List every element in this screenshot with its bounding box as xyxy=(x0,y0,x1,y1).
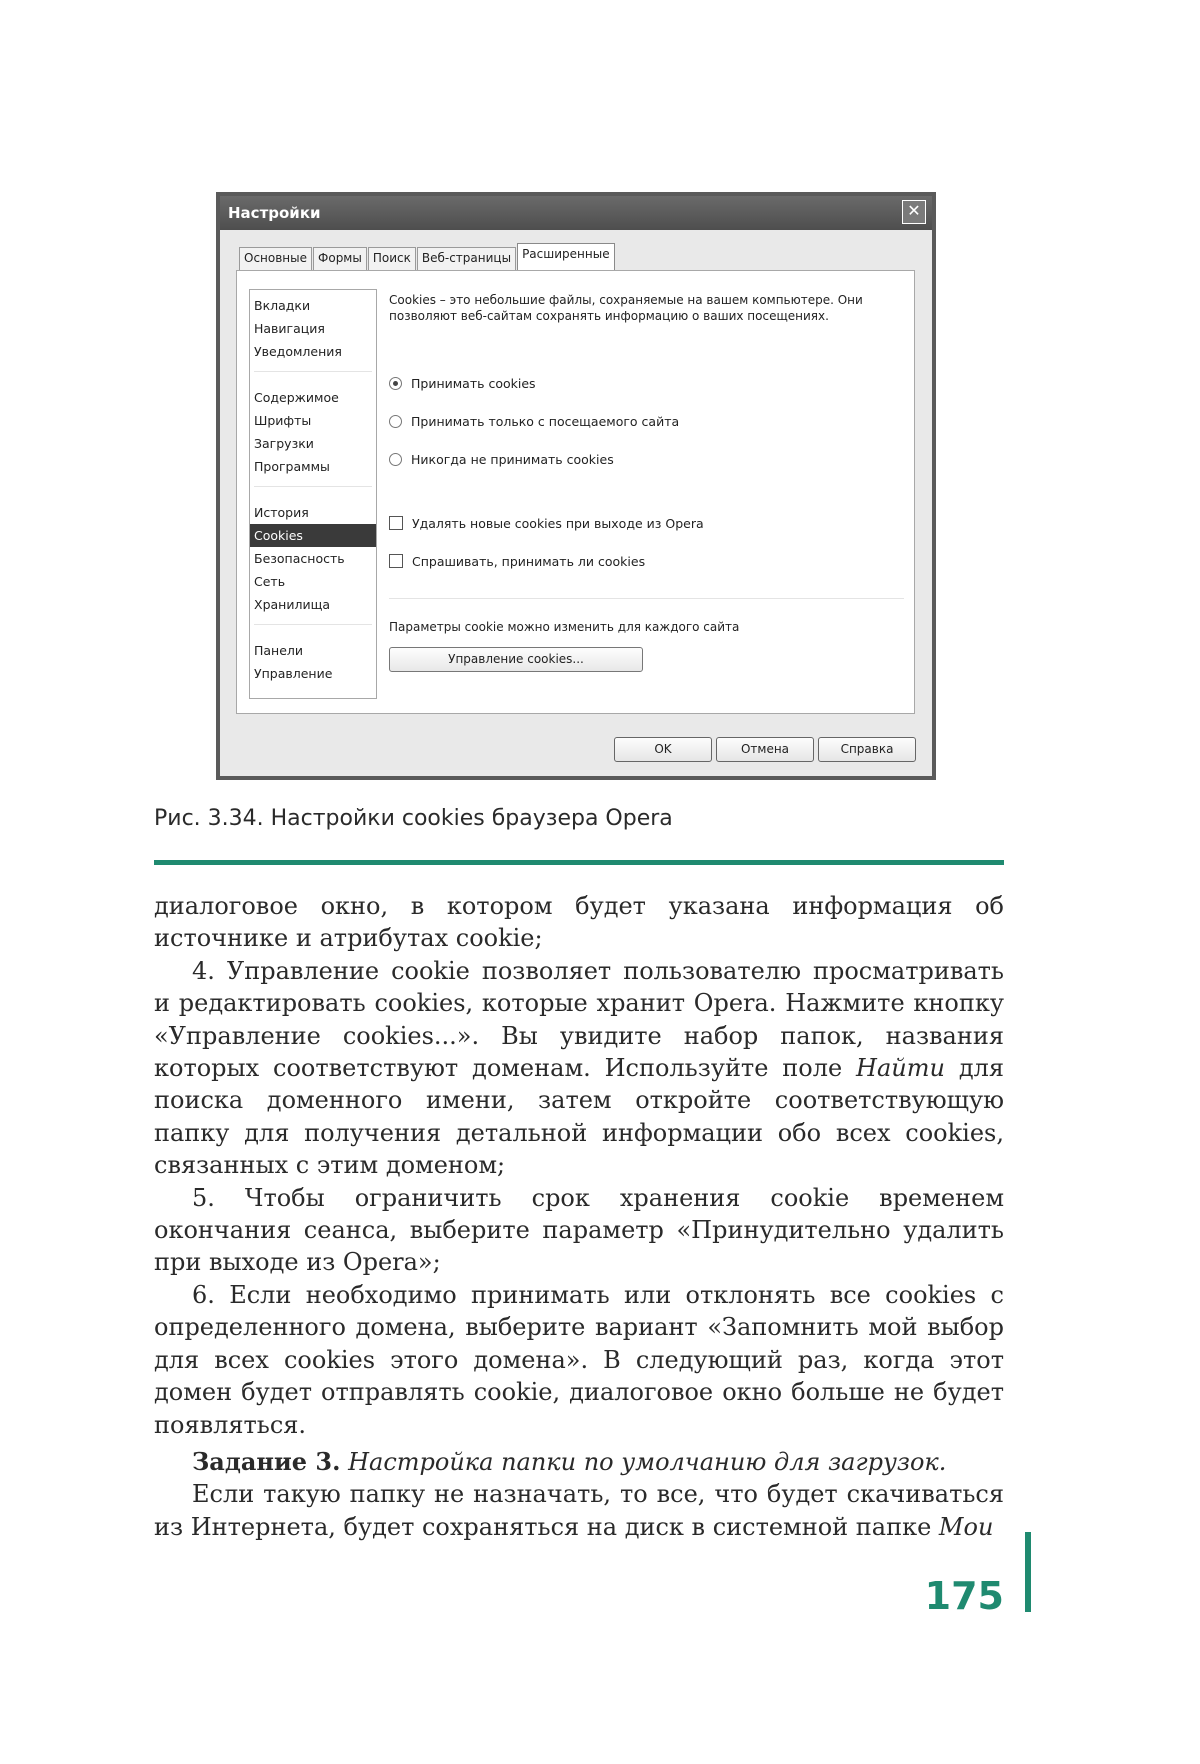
paragraph xyxy=(154,955,1004,1182)
nav-item-content[interactable]: Содержимое xyxy=(254,390,339,405)
tab-basic[interactable]: Основные xyxy=(239,247,312,270)
per-site-note: Параметры cookie можно изменить для каждого сайта xyxy=(389,620,740,634)
nav-item-management[interactable]: Управление xyxy=(254,666,333,681)
task-paragraph xyxy=(154,1478,1004,1543)
ok-button[interactable]: OK xyxy=(614,737,712,762)
cookies-description: Cookies – это небольшие файлы, сохраняемые на вашем компьютере. Они позволяют веб-сайтам сохранять информацию о ваших посещениях. xyxy=(389,293,863,323)
delete-new-cookies-option[interactable] xyxy=(389,514,704,532)
checkbox[interactable] xyxy=(389,554,403,568)
task-title: Настройка папки по умолчанию для загрузок. xyxy=(348,1448,947,1476)
nav-item-navigation[interactable]: Навигация xyxy=(254,321,325,336)
nav-divider xyxy=(254,486,372,487)
task-label: Задание 3. xyxy=(192,1447,341,1476)
cancel-button[interactable]: Отмена xyxy=(716,737,814,762)
radio-button-checked[interactable] xyxy=(389,377,402,390)
help-button[interactable]: Справка xyxy=(818,737,916,762)
settings-dialog-screenshot xyxy=(216,192,936,780)
nav-group-1 xyxy=(250,294,376,363)
nav-item-storage[interactable]: Хранилища xyxy=(254,597,331,612)
body-text xyxy=(154,890,1004,1441)
nav-item-notifications[interactable]: Уведомления xyxy=(254,344,342,359)
nav-group-3 xyxy=(250,501,376,616)
nav-group-4 xyxy=(250,639,376,685)
radio-button[interactable] xyxy=(389,415,402,428)
ask-accept-cookies-option[interactable] xyxy=(389,552,645,570)
nav-divider xyxy=(254,624,372,625)
page-number-bar xyxy=(1025,1532,1031,1612)
dialog-titlebar xyxy=(220,196,932,230)
settings-nav-list xyxy=(249,289,377,699)
nav-divider xyxy=(254,371,372,372)
nav-item-panels[interactable]: Панели xyxy=(254,643,304,658)
nav-item-cookies[interactable]: Cookies xyxy=(250,524,376,547)
page-number: 175 xyxy=(924,1574,1004,1618)
nav-item-tabs[interactable]: Вкладки xyxy=(254,298,311,313)
tab-bar xyxy=(239,244,616,268)
manage-cookies-button[interactable]: Управление cookies... xyxy=(389,647,643,672)
option-label: Спрашивать, принимать ли cookies xyxy=(412,553,646,569)
nav-item-downloads[interactable]: Загрузки xyxy=(254,436,314,451)
close-button[interactable] xyxy=(902,200,926,224)
radio-button[interactable] xyxy=(389,453,402,466)
tab-search[interactable]: Поиск xyxy=(368,247,416,270)
nav-group-2 xyxy=(250,386,376,478)
figure-caption: Рис. 3.34. Настройки cookies браузера Opera xyxy=(154,806,673,831)
dialog-body xyxy=(220,196,932,776)
caption-rule xyxy=(154,860,1004,865)
tab-forms[interactable]: Формы xyxy=(313,247,367,270)
accept-visited-site-only-option[interactable] xyxy=(389,412,679,430)
content-divider xyxy=(389,598,904,599)
tab-advanced[interactable]: Расширенные xyxy=(517,243,615,270)
text-run: Если такую папку не назначать, то все, что будет скачиваться из Интернета, будет сохраняться на диск в системной папке xyxy=(154,1480,1004,1541)
nav-item-fonts[interactable]: Шрифты xyxy=(254,413,312,428)
italic-term: Найти xyxy=(856,1054,945,1083)
task-heading xyxy=(154,1446,1004,1478)
task-section xyxy=(154,1446,1004,1543)
option-label: Принимать cookies xyxy=(411,375,536,391)
nav-item-programs[interactable]: Программы xyxy=(254,459,330,474)
close-icon: ✕ xyxy=(907,201,921,220)
paragraph: 5. Чтобы ограничить срок хранения cookie временем окончания сеанса, выберите параметр «Принудительно удалить при выходе из Opera»; xyxy=(154,1183,1004,1277)
nav-item-security[interactable]: Безопасность xyxy=(254,551,345,566)
accept-cookies-option[interactable] xyxy=(389,374,536,392)
nav-item-history[interactable]: История xyxy=(254,505,309,520)
checkbox[interactable] xyxy=(389,516,403,530)
nav-item-network[interactable]: Сеть xyxy=(254,574,286,589)
option-label: Принимать только с посещаемого сайта xyxy=(411,413,680,429)
dialog-title: Настройки xyxy=(228,204,321,222)
text-run: для поиска доменного имени, затем откройте соответствующую папку для получения детальной информации обо всех cookies, связанных с этим доменом; xyxy=(154,1054,1004,1180)
italic-term: Мои xyxy=(938,1512,994,1541)
text-run: 4. Управление cookie позволяет пользователю просматривать и редактировать cookies, которые хранит Opera. Нажмите кнопку «Управление cookies...». Вы увидите набор папок, названия которых соответствуют доменам. Используйте поле xyxy=(154,956,1004,1083)
cookies-settings-content xyxy=(389,271,904,713)
never-accept-cookies-option[interactable] xyxy=(389,450,614,468)
option-label: Удалять новые cookies при выходе из Opera xyxy=(412,515,704,531)
tab-webpages[interactable]: Веб-страницы xyxy=(417,247,516,270)
paragraph: диалоговое окно, в котором будет указана информация об источнике и атрибутах cookie; xyxy=(154,892,1004,953)
option-label: Никогда не принимать cookies xyxy=(411,451,614,467)
advanced-tab-panel xyxy=(236,270,915,714)
paragraph: 6. Если необходимо принимать или отклонять все cookies с определенного домена, выберите вариант «Запомнить мой выбор для всех cookies этого домена». В следующий раз, когда этот домен будет отправлять cookie, диалоговое окно больше не будет появляться. xyxy=(154,1280,1004,1439)
